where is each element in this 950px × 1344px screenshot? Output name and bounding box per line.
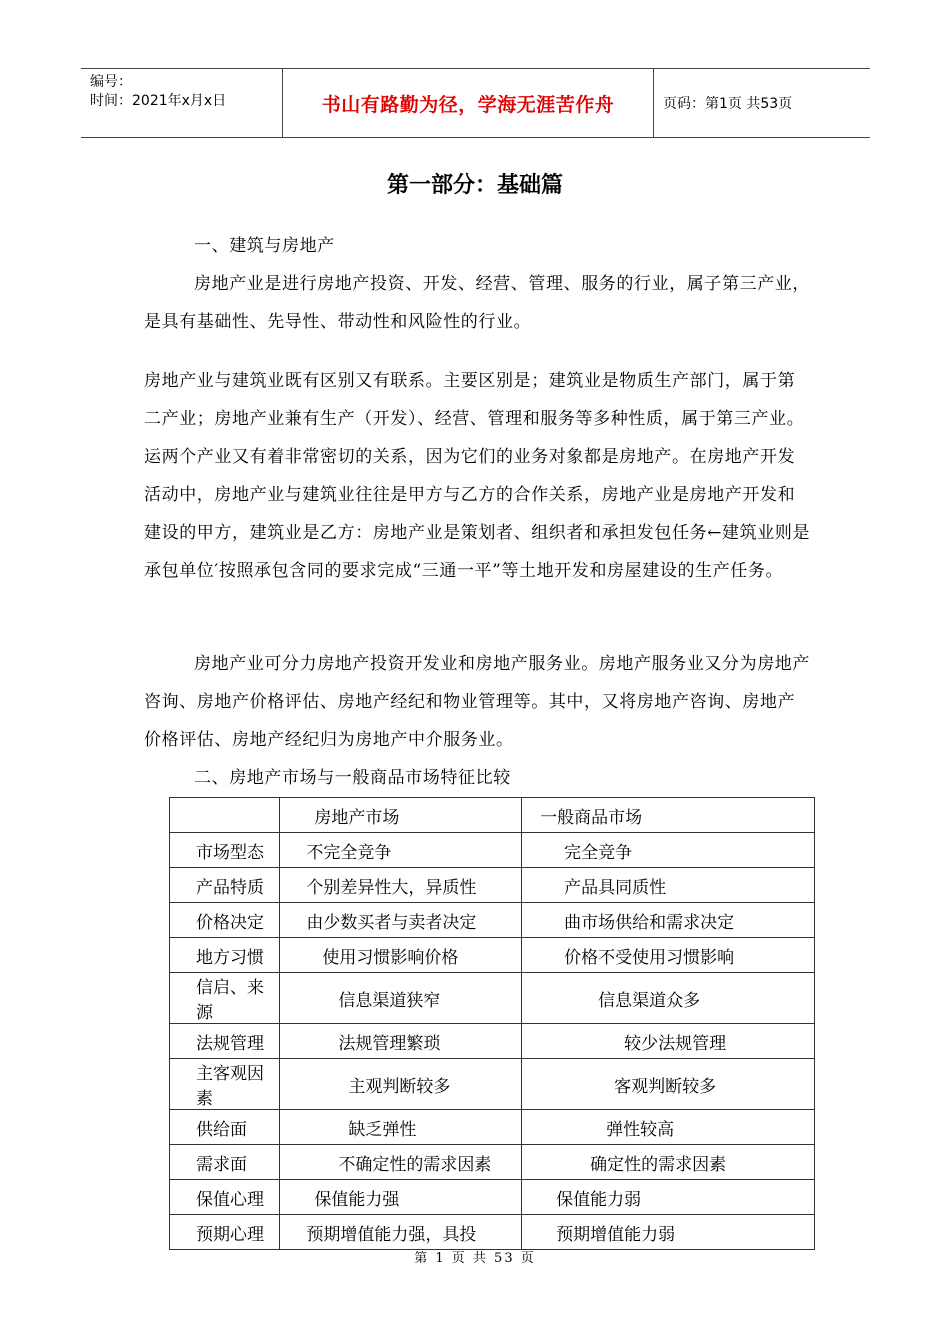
row-label-cell: 价格决定 <box>170 903 280 938</box>
section-1-paragraph-1: 房地产业是进行房地产投资、开发、经营、管理、服务的行业，属子第三产业，是具有基础性、先导性、带动性和风险性的行业。 <box>144 274 810 332</box>
general-market-cell: 价格不受使用习惯影响 <box>522 938 815 973</box>
table-row <box>170 868 815 903</box>
general-market-cell: 客观判断较多 <box>522 1059 815 1110</box>
table-row <box>170 1059 815 1110</box>
general-market-cell: 产品具同质性 <box>522 868 815 903</box>
real-estate-market-cell: 由少数买者与卖者决定 <box>280 903 522 938</box>
row-label-cell <box>170 798 280 833</box>
document-number: 编号： <box>90 74 132 90</box>
general-market-cell: 曲市场供给和需求决定 <box>522 903 815 938</box>
table-row <box>170 1024 815 1059</box>
table-row <box>170 1110 815 1145</box>
general-market-cell: 保值能力弱 <box>522 1180 815 1215</box>
section-2-heading: 二、房地产市场与一般商品市场特征比较 <box>194 768 511 788</box>
comparison-table <box>169 797 815 1250</box>
real-estate-market-cell: 使用习惯影响价格 <box>280 938 522 973</box>
section-1-paragraph-2-block <box>144 362 812 590</box>
page-header <box>81 68 870 138</box>
section-1-paragraph-3: 房地产业可分力房地产投资开发业和房地产服务业。房地产服务业又分为房地产咨询、房地产价格评估、房地产经纪和物业管理等。其中，又将房地产咨询、房地产价格评估、房地产经纪归为房地产中介服务业。 <box>144 654 810 750</box>
real-estate-market-cell: 主观判断较多 <box>280 1059 522 1110</box>
general-market-cell: 确定性的需求因素 <box>522 1145 815 1180</box>
general-market-cell: 较少法规管理 <box>522 1024 815 1059</box>
row-label-cell: 地方习惯 <box>170 938 280 973</box>
section-1-paragraph-2: 房地产业与建筑业既有区别又有联系。主要区别是；建筑业是物质生产部门，属于第二产业；房地产业兼有生产（开发）、经营、管理和服务等多种性质，属于第三产业。运两个产业又有着非常密切的关系，因为它们的业务对象都是房地产。在房地产开发活动中，房地产业与建筑业往往是甲方与乙方的合作关系，房地产业是房地产开发和建设的甲方，建筑业是乙方：房地产业是策划者、组织者和承担发包任务←建筑业则是承包单位′按照承包含同的要求完成“三通一平”等土地开发和房屋建设的生产任务。 <box>144 371 811 581</box>
row-label-cell: 预期心理 <box>170 1215 280 1250</box>
row-label-cell: 需求面 <box>170 1145 280 1180</box>
row-label-cell: 市场型态 <box>170 833 280 868</box>
section-1-heading: 一、建筑与房地产 <box>194 236 335 256</box>
real-estate-market-cell: 个别差异性大，异质性 <box>280 868 522 903</box>
header-motto-cell <box>282 69 654 137</box>
row-label-cell: 信启、来源 <box>170 973 280 1024</box>
header-page-info: 页码：第1页 共53页 <box>663 96 793 112</box>
real-estate-market-cell: 保值能力强 <box>280 1180 522 1215</box>
real-estate-market-cell: 缺乏弹性 <box>280 1110 522 1145</box>
real-estate-market-cell: 预期增值能力强，具投 <box>280 1215 522 1250</box>
real-estate-market-cell: 房地产市场 <box>280 798 522 833</box>
general-market-cell: 预期增值能力弱 <box>522 1215 815 1250</box>
general-market-cell: 完全竞争 <box>522 833 815 868</box>
table-row <box>170 973 815 1024</box>
real-estate-market-cell: 不确定性的需求因素 <box>280 1145 522 1180</box>
document-time: 时间：2021年x月x日 <box>90 93 227 109</box>
row-label-cell: 供给面 <box>170 1110 280 1145</box>
table-row <box>170 1215 815 1250</box>
section-1-paragraph-3-block <box>144 645 812 797</box>
row-label-cell: 主客观因素 <box>170 1059 280 1110</box>
general-market-cell: 一般商品市场 <box>522 798 815 833</box>
table-row <box>170 938 815 973</box>
header-motto: 书山有路勤为径，学海无涯苦作舟 <box>321 93 615 116</box>
table-header-row <box>170 798 815 833</box>
page-footer: 第 1 页 共 53 页 <box>414 1251 536 1266</box>
real-estate-market-cell: 法规管理繁琐 <box>280 1024 522 1059</box>
table-row <box>170 1180 815 1215</box>
row-label-cell: 法规管理 <box>170 1024 280 1059</box>
row-label-cell: 产品特质 <box>170 868 280 903</box>
real-estate-market-cell: 信息渠道狭窄 <box>280 973 522 1024</box>
table-row <box>170 1145 815 1180</box>
header-meta <box>81 69 282 137</box>
table-row <box>170 833 815 868</box>
page-title: 第一部分：基础篇 <box>386 173 563 198</box>
real-estate-market-cell: 不完全竞争 <box>280 833 522 868</box>
row-label-cell: 保值心理 <box>170 1180 280 1215</box>
table-row <box>170 903 815 938</box>
section-1 <box>144 227 812 341</box>
general-market-cell: 信息渠道众多 <box>522 973 815 1024</box>
general-market-cell: 弹性较高 <box>522 1110 815 1145</box>
